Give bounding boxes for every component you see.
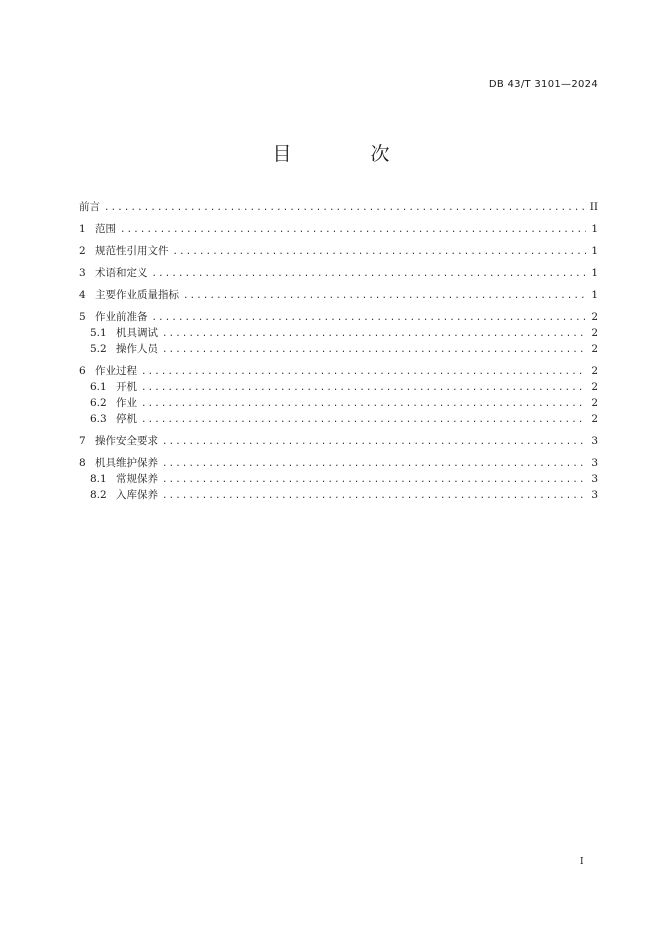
dot-leader [162, 344, 586, 357]
toc-entry[interactable] [79, 413, 598, 426]
toc-entry-number: 1 [79, 223, 86, 235]
toc-entry[interactable] [79, 267, 598, 280]
toc-entry-number: 8 [79, 457, 86, 469]
toc-entry-label: 常规保养 [116, 473, 158, 485]
toc-entry-number: 6.2 [90, 397, 107, 409]
toc-entry-page: 3 [591, 489, 598, 501]
table-of-contents [79, 201, 598, 502]
toc-entry-number: 5 [79, 311, 86, 323]
toc-entry-number: 6.3 [90, 413, 107, 425]
dot-leader [141, 382, 586, 395]
toc-entry[interactable] [79, 201, 598, 214]
toc-entry[interactable] [79, 245, 598, 258]
toc-entry[interactable] [79, 457, 598, 470]
toc-entry[interactable] [79, 327, 598, 340]
toc-entry-label: 作业过程 [95, 365, 137, 377]
toc-entry-label: 操作人员 [116, 343, 158, 355]
toc-entry-number: 8.1 [90, 473, 107, 485]
toc-entry-label: 操作安全要求 [95, 435, 158, 447]
toc-entry[interactable] [79, 397, 598, 410]
standard-code: DB 43/T 3101—2024 [488, 79, 598, 90]
toc-entry-page: 2 [591, 343, 598, 355]
toc-entry[interactable] [79, 223, 598, 236]
toc-entry-page: II [589, 201, 598, 213]
toc-entry-number: 7 [79, 435, 86, 447]
dot-leader [104, 202, 586, 215]
toc-entry-label: 主要作业质量指标 [95, 289, 179, 301]
toc-entry-page: 2 [591, 381, 598, 393]
dot-leader [162, 436, 586, 449]
toc-entry-page: 1 [591, 267, 598, 279]
toc-entry-label: 机具维护保养 [95, 457, 158, 469]
toc-entry-number: 3 [79, 267, 86, 279]
dot-leader [162, 328, 586, 341]
toc-entry-number: 5.1 [90, 327, 107, 339]
toc-entry[interactable] [79, 473, 598, 486]
toc-entry-label: 开机 [116, 381, 137, 393]
toc-entry-number: 6.1 [90, 381, 107, 393]
page-number: I [580, 857, 584, 867]
dot-leader [162, 474, 586, 487]
toc-entry[interactable] [79, 289, 598, 302]
toc-entry-label: 作业 [116, 397, 137, 409]
dot-leader [120, 224, 586, 237]
dot-leader [183, 290, 586, 303]
toc-entry-label: 范围 [95, 223, 116, 235]
toc-entry-label: 规范性引用文件 [95, 245, 169, 257]
toc-entry-label: 前言 [79, 201, 100, 213]
toc-entry-label: 机具调试 [116, 327, 158, 339]
toc-entry-number: 6 [79, 365, 86, 377]
dot-leader [141, 414, 586, 427]
dot-leader [152, 312, 587, 325]
toc-entry-label: 作业前准备 [95, 311, 148, 323]
toc-entry[interactable] [79, 435, 598, 448]
toc-entry-page: 1 [591, 289, 598, 301]
dot-leader [173, 246, 587, 259]
toc-entry-label: 入库保养 [116, 489, 158, 501]
toc-entry[interactable] [79, 489, 598, 502]
dot-leader [141, 366, 586, 379]
toc-entry-number: 5.2 [90, 343, 107, 355]
toc-entry-page: 3 [591, 473, 598, 485]
toc-entry-page: 3 [591, 435, 598, 447]
toc-entry-label: 停机 [116, 413, 137, 425]
toc-entry-page: 2 [591, 311, 598, 323]
dot-leader [152, 268, 587, 281]
toc-entry-page: 2 [591, 413, 598, 425]
toc-entry-page: 3 [591, 457, 598, 469]
toc-entry-page: 2 [591, 327, 598, 339]
toc-entry-number: 8.2 [90, 489, 107, 501]
toc-entry[interactable] [79, 343, 598, 356]
toc-entry[interactable] [79, 381, 598, 394]
toc-entry-number: 2 [79, 245, 86, 257]
toc-entry[interactable] [79, 311, 598, 324]
toc-entry-label: 术语和定义 [95, 267, 148, 279]
toc-entry[interactable] [79, 365, 598, 378]
toc-entry-page: 1 [591, 245, 598, 257]
toc-entry-page: 1 [591, 223, 598, 235]
toc-entry-page: 2 [591, 397, 598, 409]
dot-leader [162, 490, 586, 503]
toc-entry-page: 2 [591, 365, 598, 377]
dot-leader [141, 398, 586, 411]
page-title: 目 次 [272, 143, 420, 165]
dot-leader [162, 458, 586, 471]
toc-entry-number: 4 [79, 289, 86, 301]
